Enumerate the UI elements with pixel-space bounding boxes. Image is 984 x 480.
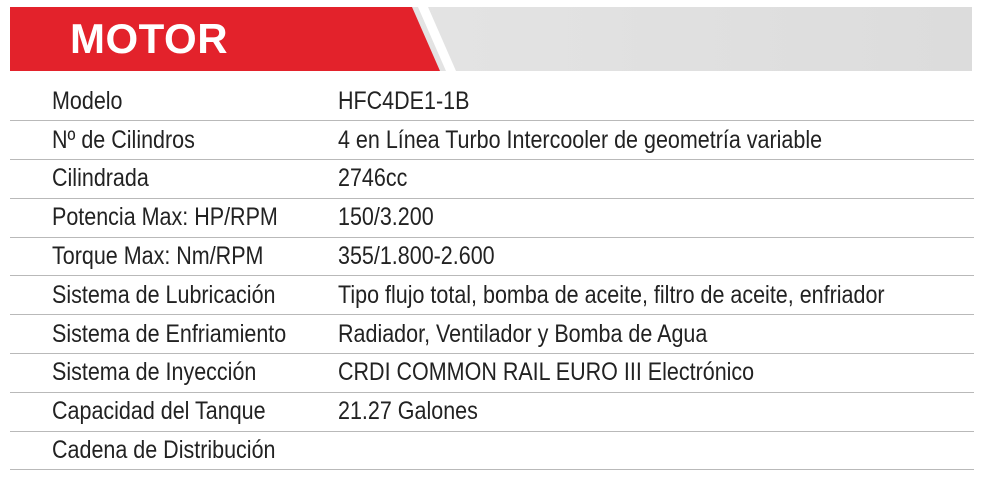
spec-label-cell bbox=[10, 392, 338, 431]
spec-value-cell bbox=[338, 121, 974, 160]
spec-label: Modelo bbox=[52, 86, 123, 115]
spec-label: Cadena de Distribución bbox=[52, 436, 276, 465]
spec-label-cell bbox=[10, 198, 338, 237]
spec-value-cell bbox=[338, 431, 974, 470]
spec-value-cell bbox=[338, 392, 974, 431]
spec-label: Potencia Max: HP/RPM bbox=[52, 203, 278, 232]
spec-label-cell bbox=[10, 276, 338, 315]
spec-label: Sistema de Enfriamiento bbox=[52, 319, 287, 348]
spec-value: 21.27 Galones bbox=[338, 397, 479, 426]
spec-row-distribucion bbox=[10, 431, 974, 470]
spec-label: Torque Max: Nm/RPM bbox=[52, 242, 264, 271]
spec-value-cell bbox=[338, 276, 974, 315]
spec-value: Radiador, Ventilador y Bomba de Agua bbox=[338, 319, 708, 348]
spec-row-cilindros bbox=[10, 121, 974, 160]
spec-row-inyeccion bbox=[10, 354, 974, 393]
spec-row-modelo bbox=[10, 82, 974, 121]
spec-value-cell bbox=[338, 82, 974, 121]
spec-row-potencia bbox=[10, 198, 974, 237]
spec-label-cell bbox=[10, 315, 338, 354]
spec-label-cell bbox=[10, 354, 338, 393]
spec-value: Tipo flujo total, bomba de aceite, filtro de aceite, enfriador bbox=[338, 280, 886, 309]
spec-value: 2746cc bbox=[338, 164, 408, 193]
spec-value-cell bbox=[338, 198, 974, 237]
spec-value: 150/3.200 bbox=[338, 203, 435, 232]
spec-value: 4 en Línea Turbo Intercooler de geometría variable bbox=[338, 125, 823, 154]
spec-label: Sistema de Lubricación bbox=[52, 280, 276, 309]
spec-row-lubricacion bbox=[10, 276, 974, 315]
spec-value-cell bbox=[338, 237, 974, 276]
spec-row-enfriamiento bbox=[10, 315, 974, 354]
spec-label: Nº de Cilindros bbox=[52, 125, 195, 154]
spec-label: Sistema de Inyección bbox=[52, 358, 257, 387]
spec-value-cell bbox=[338, 315, 974, 354]
spec-label-cell bbox=[10, 121, 338, 160]
section-header bbox=[10, 7, 972, 71]
spec-label: Cilindrada bbox=[52, 164, 149, 193]
spec-row-tanque bbox=[10, 392, 974, 431]
spec-row-cilindrada bbox=[10, 160, 974, 199]
spec-label-cell bbox=[10, 82, 338, 121]
spec-row-torque bbox=[10, 237, 974, 276]
spec-value: CRDI COMMON RAIL EURO III Electrónico bbox=[338, 358, 755, 387]
spec-label-cell bbox=[10, 237, 338, 276]
spec-label: Capacidad del Tanque bbox=[52, 397, 266, 426]
spec-value: HFC4DE1-1B bbox=[338, 86, 470, 115]
spec-value-cell bbox=[338, 354, 974, 393]
spec-label-cell bbox=[10, 431, 338, 470]
spec-value: 355/1.800-2.600 bbox=[338, 242, 496, 271]
spec-label-cell bbox=[10, 160, 338, 199]
spec-table bbox=[10, 82, 974, 470]
spec-value-cell bbox=[338, 160, 974, 199]
section-title: MOTOR bbox=[70, 15, 229, 62]
